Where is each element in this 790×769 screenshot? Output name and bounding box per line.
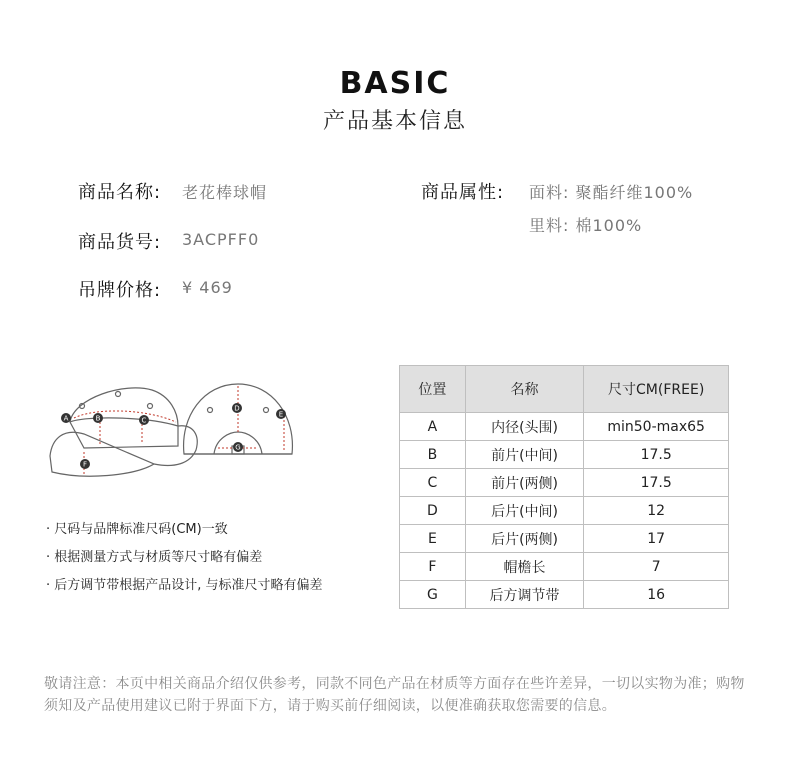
cell-size: 12: [584, 497, 729, 525]
diagram-markers: [61, 403, 286, 469]
table-row: [400, 581, 729, 609]
cell-position: C: [400, 469, 466, 497]
cell-size: 17.5: [584, 469, 729, 497]
table-row: [400, 469, 729, 497]
cell-name: 后片(中间): [465, 497, 584, 525]
note-item: · 根据测量方式与材质等尺寸略有偏差: [46, 550, 263, 565]
price-value: ¥ 469: [182, 278, 233, 297]
cell-size: min50-max65: [584, 413, 729, 441]
name-label: 商品名称:: [78, 182, 162, 203]
code-label: 商品货号:: [78, 232, 162, 253]
marker-f-label: F: [82, 460, 88, 469]
cell-position: G: [400, 581, 466, 609]
cell-position: D: [400, 497, 466, 525]
cell-position: B: [400, 441, 466, 469]
table-row: [400, 525, 729, 553]
header-name: 名称: [465, 366, 584, 413]
price-label: 吊牌价格:: [78, 280, 162, 301]
cell-size: 16: [584, 581, 729, 609]
marker-b-label: B: [95, 414, 101, 423]
cell-position: E: [400, 525, 466, 553]
marker-g: [233, 442, 243, 452]
marker-a-label: A: [63, 414, 69, 423]
marker-e: [276, 409, 286, 419]
back-measure-lines: [218, 386, 284, 450]
table-header-row: [400, 366, 729, 413]
cap-front-view: [50, 388, 197, 476]
cell-size: 7: [584, 553, 729, 581]
name-value: 老花棒球帽: [182, 183, 268, 202]
cell-name: 后片(两侧): [465, 525, 584, 553]
cell-size: 17.5: [584, 441, 729, 469]
code-value: 3ACPFF0: [182, 230, 260, 249]
attr-value-lining: 里料: 棉100%: [529, 216, 643, 235]
cell-name: 内径(头围): [465, 413, 584, 441]
table-row: [400, 497, 729, 525]
cell-position: A: [400, 413, 466, 441]
page-title: BASIC: [339, 66, 451, 101]
note-item: · 后方调节带根据产品设计, 与标准尺寸略有偏差: [46, 578, 323, 593]
cell-name: 后方调节带: [465, 581, 584, 609]
cell-name: 前片(中间): [465, 441, 584, 469]
header-position: 位置: [400, 366, 466, 413]
cap-diagram: [44, 376, 344, 496]
disclaimer-text: 敬请注意：本页中相关商品介绍仅供参考，同款不同色产品在材质等方面存在些许差异，一切以实物为准；购物须知及产品使用建议已附于界面下方，请于购买前仔细阅读，以便准确获取您需要的信息。: [44, 676, 745, 714]
table-row: [400, 413, 729, 441]
size-table: [399, 365, 729, 609]
marker-d-label: D: [234, 404, 240, 413]
marker-b: [93, 413, 103, 423]
header-size: 尺寸CM(FREE): [584, 366, 729, 413]
marker-c-label: C: [141, 416, 147, 425]
table-row: [400, 553, 729, 581]
cell-size: 17: [584, 525, 729, 553]
size-notes: [46, 520, 323, 604]
marker-e-label: E: [278, 410, 284, 419]
table-row: [400, 441, 729, 469]
marker-f: [80, 459, 90, 469]
marker-c: [139, 415, 149, 425]
cell-name: 前片(两侧): [465, 469, 584, 497]
cell-position: F: [400, 553, 466, 581]
marker-a: [61, 413, 71, 423]
marker-d: [232, 403, 242, 413]
cell-name: 帽檐长: [465, 553, 584, 581]
attr-label: 商品属性:: [421, 182, 505, 203]
attr-value-fabric: 面料: 聚酯纤维100%: [529, 183, 694, 202]
page-subtitle: 产品基本信息: [322, 109, 467, 134]
marker-g-label: G: [235, 443, 241, 452]
note-item: · 尺码与品牌标准尺码(CM)一致: [46, 522, 228, 537]
